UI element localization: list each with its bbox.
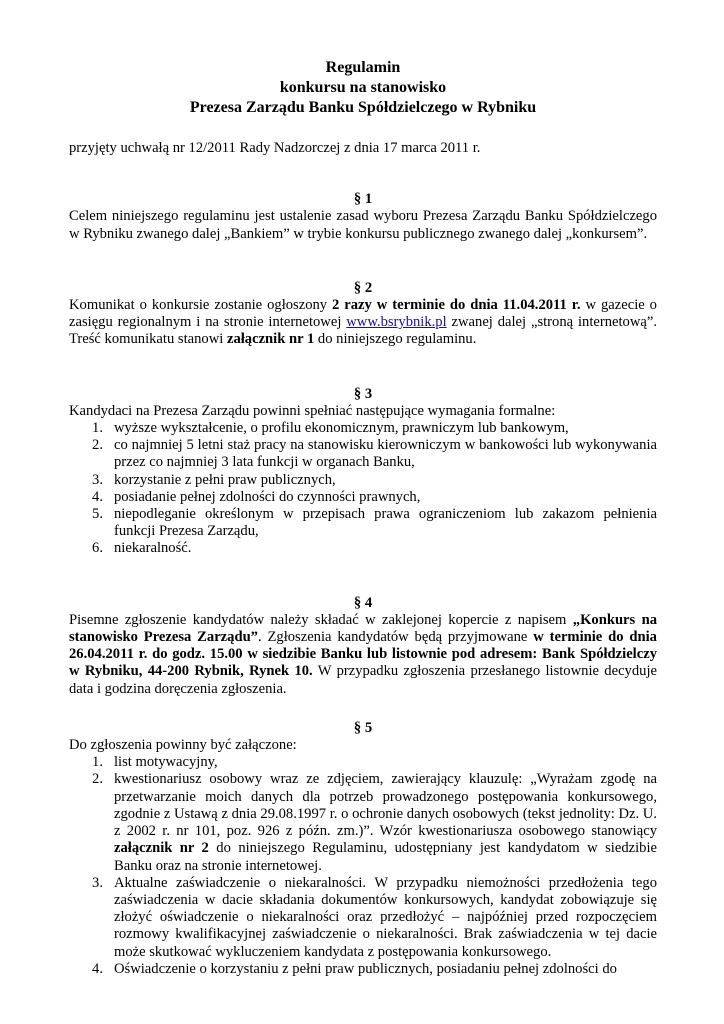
item-text: posiadanie pełnej zdolności do czynności prawnych, [114, 488, 421, 505]
section-4-heading: § 4 [353, 594, 373, 611]
section-5-lead: Do zgłoszenia powinny być załączone: [69, 737, 297, 754]
list-item [81, 875, 657, 961]
title-line-2: konkursu na stanowisko [279, 79, 447, 96]
title-line-1: Regulamin [325, 59, 401, 76]
item-text: Aktualne zaświadczenie o niekaralności. W przypadku niemożności przedłożenia tego zaświadczenia w dacie składania dokumentów konkursowych, kandydat zobowiązuje się złożyć oświadczenie o niekaralności oraz przedłożyć – najpóźniej przed rozpoczęciem rozmowy kwalifikacyjnej zaświadczenie o niekaralności. Brak zaświadczenia w tej dacie może skutkować wykluczeniem kandydata z postępowania konkursowego. [114, 874, 657, 960]
requirements-list [69, 420, 657, 558]
list-item [81, 961, 657, 978]
item-text: niepodleganie określonym w przepisach prawa ograniczeniom lub zakazom pełnienia funkcji Prezesa Zarządu, [114, 506, 657, 540]
item-number: 1. [92, 754, 103, 771]
item-text [114, 771, 657, 873]
item-number: 3. [92, 874, 103, 891]
item-text: korzystanie z pełni praw publicznych, [114, 471, 336, 488]
text-span: zwanej dalej „stroną internetową”. Treść komunikatu stanowi [69, 314, 657, 348]
item-number: 4. [92, 488, 103, 505]
item-number: 6. [92, 540, 103, 557]
section-3-lead: Kandydaci na Prezesa Zarządu powinni spełniać następujące wymagania formalne: [69, 402, 556, 419]
item-number: 2. [92, 771, 103, 788]
announcement-deadline: 2 razy w terminie do dnia 11.04.2011 r. [332, 297, 581, 314]
item-text: co najmniej 5 letni staż pracy na stanowisku kierowniczym w bankowości lub wykonywania przez co najmniej 3 lata funkcji w organach Banku, [114, 437, 657, 471]
item-number: 5. [92, 506, 103, 523]
list-item [81, 489, 657, 506]
list-item [81, 437, 657, 471]
item-text: niekaralność. [114, 540, 192, 557]
section-1-text: Celem niniejszego regulaminu jest ustalenie zasad wyboru Prezesa Zarządu Banku Spółdzielczego w Rybniku zwanego dalej „Bankiem” w trybie konkursu publicznego zwanego dalej „konkursem”. [69, 208, 657, 242]
section-3-heading: § 3 [353, 385, 373, 402]
item-text: list motywacyjny, [114, 754, 218, 771]
text-span: kwestionariusz osobowy wraz ze zdjęciem, zawierający klauzulę: „Wyrażam zgodę na przetwarzanie moich danych dla potrzeb prowadzonego postępowania konkursowego, zgodnie z Ustawą z dnia 29.08.1997 r. o ochronie danych osobowych (tekst jednolity: Dz. U. z 2002 r. nr 101, poz. 926 z późn. zm.)”. Wzór kwestionariusza osobowego stanowiący [114, 771, 657, 840]
section-2-text [69, 297, 657, 349]
list-item [81, 540, 657, 557]
bank-website-link[interactable]: www.bsrybnik.pl [346, 314, 447, 331]
submission-deadline-address: w terminie do dnia 26.04.2011 r. do godz. 15.00 w siedzibie Banku lub listownie pod adresem: Bank Spółdzielczy w Rybniku, 44-200 Rybnik, Rynek 10. [69, 629, 657, 680]
section-1-heading: § 1 [353, 191, 373, 208]
section-2-heading: § 2 [353, 279, 373, 296]
list-item [81, 506, 657, 540]
item-text: Oświadczenie o korzystaniu z pełni praw publicznych, posiadaniu pełnej zdolności do [114, 960, 617, 977]
list-item [81, 472, 657, 489]
item-number: 4. [92, 960, 103, 977]
text-span: w gazecie o zasięgu regionalnym i na stronie internetowej [69, 297, 657, 331]
list-item [81, 771, 657, 874]
document-title [69, 58, 657, 118]
item-number: 3. [92, 471, 103, 488]
attachment-2-ref: załącznik nr 2 [114, 840, 209, 857]
attachments-list [69, 754, 657, 978]
list-item [81, 420, 657, 437]
text-span: W przypadku zgłoszenia przesłanego listownie decyduje data i godzina doręczenia zgłoszenia. [69, 663, 657, 697]
item-number: 1. [92, 420, 103, 437]
envelope-label: „Konkurs na stanowisko Prezesa Zarządu” [69, 611, 657, 646]
attachment-1-ref: załącznik nr 1 [226, 331, 315, 348]
text-span: Komunikat o konkursie zostanie ogłoszony [69, 297, 333, 314]
text-span: do niniejszego regulaminu. [314, 331, 477, 348]
text-span: . Zgłoszenia kandydatów będą przyjmowane [257, 629, 534, 646]
section-4-text [69, 612, 657, 698]
item-number: 2. [92, 437, 103, 454]
item-text: wyższe wykształcenie, o profilu ekonomicznym, prawniczym lub bankowym, [114, 420, 569, 437]
text-span: do niniejszego Regulaminu, udostępniany jest kandydatom w siedzibie Banku oraz na stronie internetowej. [114, 840, 657, 874]
list-item [81, 754, 657, 771]
section-5-heading: § 5 [353, 719, 373, 736]
text-span: Pisemne zgłoszenie kandydatów należy składać w zaklejonej kopercie z napisem [69, 611, 573, 628]
adoption-note: przyjęty uchwałą nr 12/2011 Rady Nadzorczej z dnia 17 marca 2011 r. [69, 140, 481, 156]
title-line-3: Prezesa Zarządu Banku Spółdzielczego w Rybniku [189, 99, 537, 116]
